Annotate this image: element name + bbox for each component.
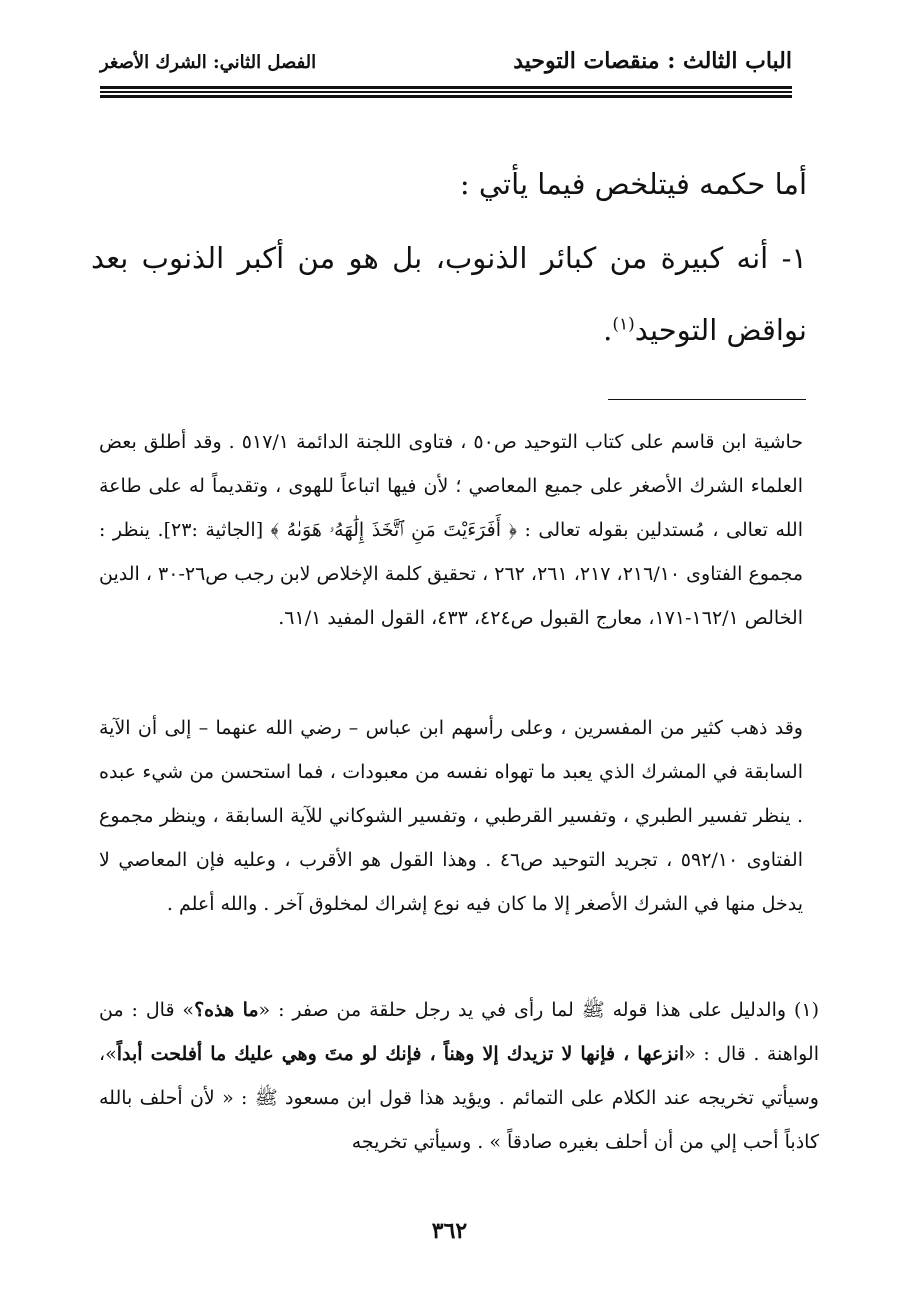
point-1-end: . xyxy=(603,313,613,347)
header-rule-top xyxy=(100,86,792,89)
chapter-title: الباب الثالث : منقصات التوحيد xyxy=(513,48,792,74)
main-point-1 xyxy=(91,222,807,366)
running-header xyxy=(100,44,792,84)
footnote-separator xyxy=(608,399,806,400)
footnote-3 xyxy=(99,988,819,1164)
main-intro: أما حكمه فيتلخص فيما يأتي : xyxy=(459,167,807,201)
section-title: الفصل الثاني: الشرك الأصغر xyxy=(100,52,317,73)
footnote-2: وقد ذهب كثير من المفسرين ، وعلى رأسهم ابن عباس – رضي الله عنهما – إلى أن الآية السابقة في المشرك الذي يعبد ما تهواه نفسه من معبودات ، فما استحسن من شيء عبده . ينظر تفسير الطبري ، وتفسير القرطبي ، وتفسير الشوكاني للآية السابقة ، وينظر مجموع الفتاوى ٥٩٢/١٠ ، تجريد التوحيد ص٤٦ . وهذا القول هو الأقرب ، وعليه فإن المعاصي لا يدخل منها في الشرك الأصغر إلا ما كان فيه نوع إشراك لمخلوق آخر . والله أعلم . xyxy=(99,717,803,915)
header-rule-bottom xyxy=(100,95,792,98)
point-1-text: ١- أنه كبيرة من كبائر الذنوب، بل هو من أكبر الذنوب بعد نواقض التوحيد xyxy=(91,241,807,347)
page-number: ٣٦٢ xyxy=(431,1218,468,1244)
footnote-3-part-e: »، وسيأتي تخريجه عند الكلام على التمائم . ويؤيد هذا قول ابن مسعود ﷺ : « لأن أحلف بالله كاذباً أحب إلي من أن أحلف بغيره صادقاً » . وسيأتي تخريجه xyxy=(99,1043,819,1153)
footnote-3-number: (١) xyxy=(793,999,819,1021)
footnote-3-part-c: » قال : من الواهنة . قال : « xyxy=(99,999,819,1065)
footnote-3-part-a: والدليل على هذا قوله ﷺ لما رأى في يد رجل حلقة من صفر : « xyxy=(258,999,794,1021)
header-rule-middle xyxy=(100,91,792,93)
footnote-1: حاشية ابن قاسم على كتاب التوحيد ص٥٠ ، فتاوى اللجنة الدائمة ٥١٧/١ . وقد أطلق بعض العلماء الشرك الأصغر على جميع المعاصي ؛ لأن فيها اتباعاً للهوى ، وتقديماً له على طاعة الله تعالى ، مُستدلين بقوله تعالى : ﴿ أَفَرَءَيْتَ مَنِ ٱتَّخَذَ إِلَٰهَهُۥ هَوَىٰهُ ﴾ [الجاثية :٢٣]. ينظر : مجموع الفتاوى ٢١٦/١٠، ٢١٧، ٢٦١، ٢٦٢ ، تحقيق كلمة الإخلاص لابن رجب ص٢٦-٣٠ ، الدين الخالص ١٦٢/١-١٧١، معارج القبول ص٤٢٤، ٤٣٣، القول المفيد ٦١/١. xyxy=(99,431,804,629)
footnote-3-quote-1: ما هذه؟ xyxy=(194,999,259,1021)
footnote-3-quote-2: انزعها ، فإنها لا تزيدك إلا وهناً ، فإنك لو متَ وهي عليك ما أفلحت أبداً xyxy=(116,1043,685,1065)
footnote-reference: (١) xyxy=(612,314,635,335)
